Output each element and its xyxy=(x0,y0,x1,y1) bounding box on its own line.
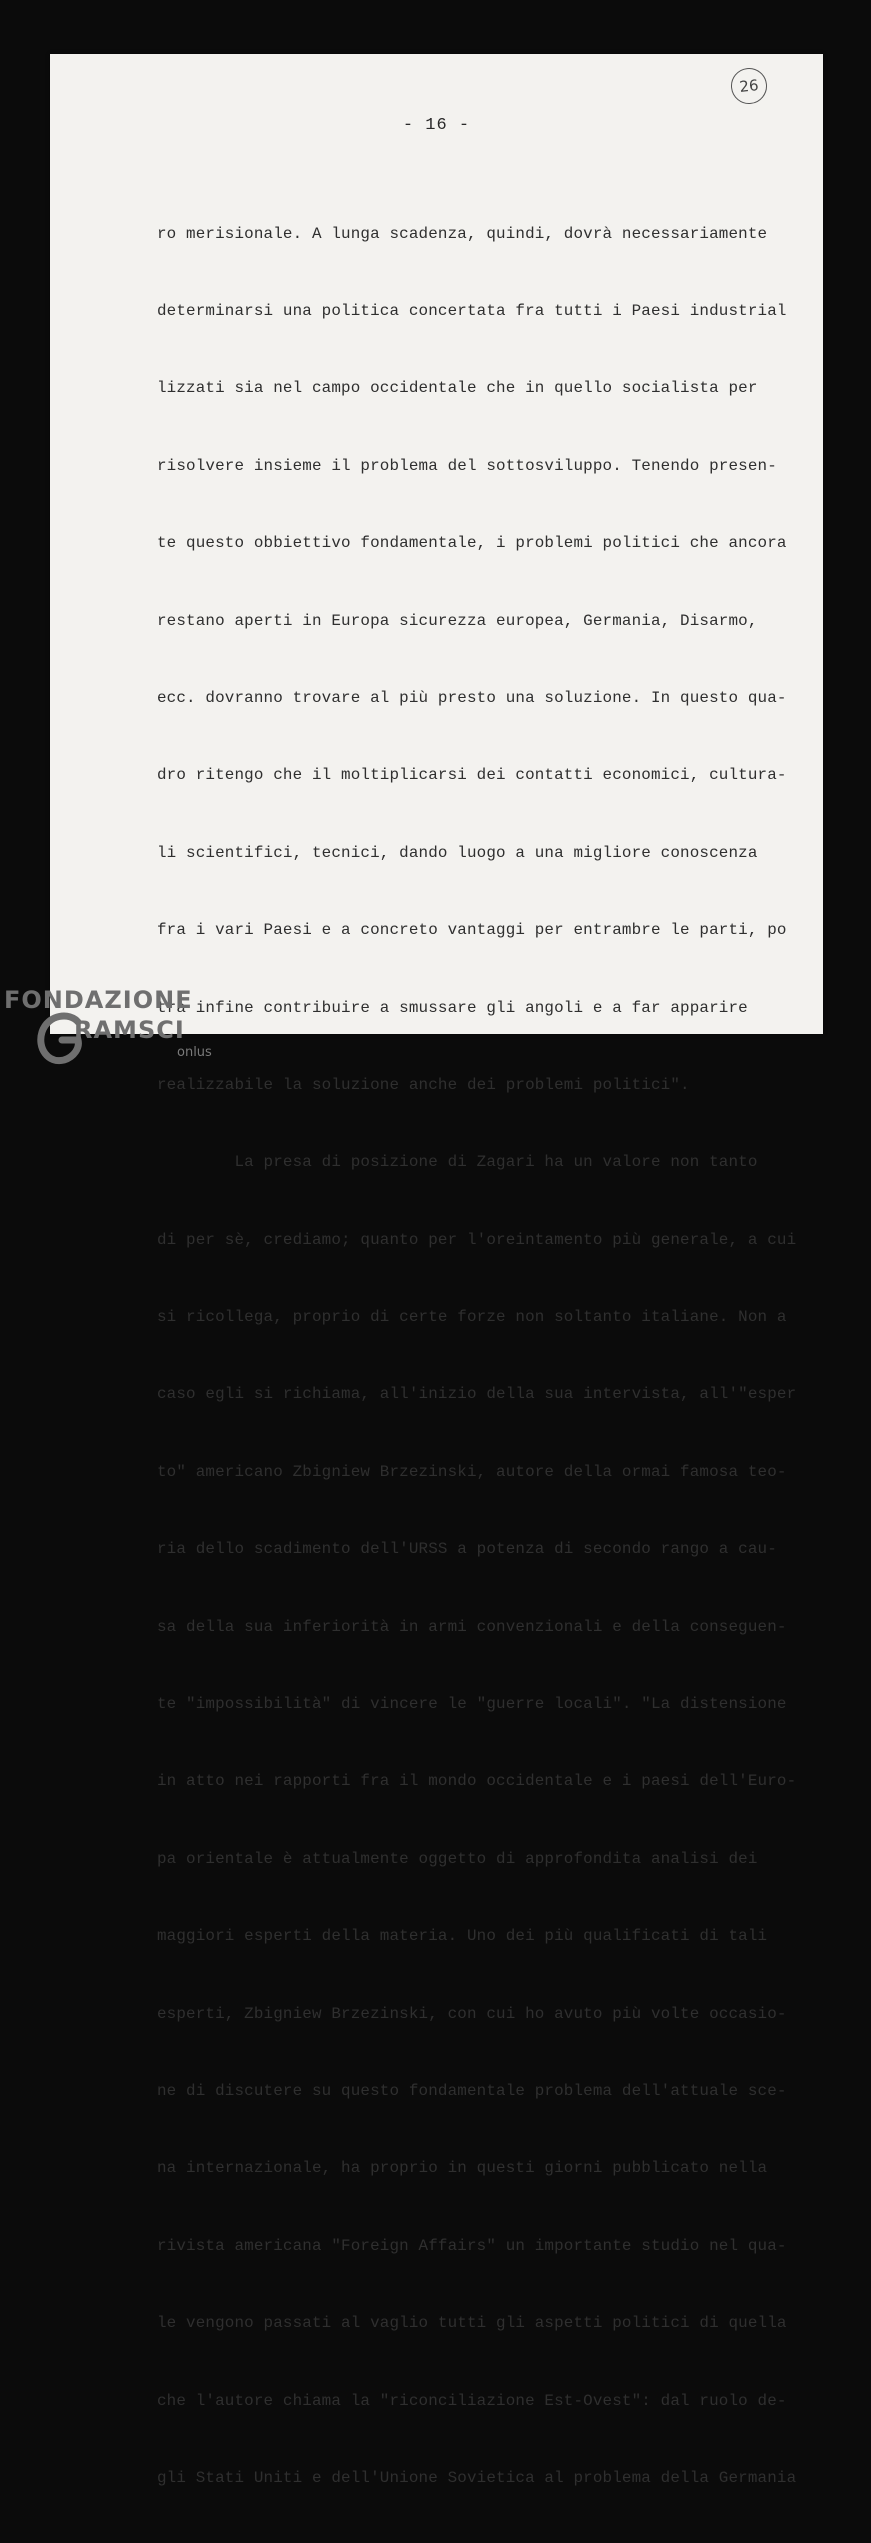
text-line: maggiori esperti della materia. Uno dei più qualificati di tali xyxy=(157,1927,768,1946)
text-line: determinarsi una politica concertata fra tutti i Paesi industrial xyxy=(157,301,787,320)
text-line: trà infine contribuire a smussare gli angoli e a far apparire xyxy=(157,998,748,1017)
text-line: te "impossibilità" di vincere le "guerre locali". "La distensione xyxy=(157,1695,787,1714)
text-line: si ricollega, proprio di certe forze non soltanto italiane. Non a xyxy=(157,1308,787,1327)
text-line: che l'autore chiama la "riconciliazione Est-Ovest": dal ruolo de- xyxy=(157,2391,787,2410)
text-line: gli Stati Uniti e dell'Unione Sovietica al problema della Germania xyxy=(157,2468,797,2487)
text-line: dro ritengo che il moltiplicarsi dei contatti economici, cultura- xyxy=(157,766,787,785)
page-number: - 16 - xyxy=(402,116,471,135)
logo-text-gramsci: RAMSCI xyxy=(74,1016,185,1044)
text-line: caso egli si richiama, all'inizio della sua intervista, all'"esper xyxy=(157,1385,797,1404)
fondazione-gramsci-logo xyxy=(4,986,224,1076)
body-text xyxy=(157,170,796,2543)
text-line: realizzabile la soluzione anche dei problemi politici". xyxy=(157,1075,690,1094)
text-line: ro merisionale. A lunga scadenza, quindi, dovrà necessariamente xyxy=(157,224,768,243)
text-line: esperti, Zbigniew Brzezinski, con cui ho avuto più volte occasio- xyxy=(157,2004,787,2023)
text-line: ria dello scadimento dell'URSS a potenza di secondo rango a cau- xyxy=(157,1540,777,1559)
text-line: in atto nei rapporti fra il mondo occidentale e i paesi dell'Euro- xyxy=(157,1772,797,1791)
text-line: ecc. dovranno trovare al più presto una soluzione. In questo qua- xyxy=(157,688,787,707)
text-line: pa orientale è attualmente oggetto di approfondita analisi dei xyxy=(157,1849,758,1868)
text-line: lizzati sia nel campo occidentale che in quello socialista per xyxy=(157,379,758,398)
text-line: le vengono passati al vaglio tutti gli aspetti politici di quella xyxy=(157,2314,787,2333)
text-line: di per sè, crediamo; quanto per l'oreintamento più generale, a cui xyxy=(157,1230,797,1249)
archive-stamp: 26 xyxy=(729,66,769,106)
logo-text-fondazione: FONDAZIONE xyxy=(4,986,193,1014)
text-line: te questo obbiettivo fondamentale, i problemi politici che ancora xyxy=(157,534,787,553)
text-line: sa della sua inferiorità in armi convenzionali e della conseguen- xyxy=(157,1617,787,1636)
text-line: fra i vari Paesi e a concreto vantaggi per entrambre le parti, po xyxy=(157,921,787,940)
text-line: rivista americana "Foreign Affairs" un importante studio nel qua- xyxy=(157,2236,787,2255)
text-line: risolvere insieme il problema del sottosviluppo. Tenendo presen- xyxy=(157,456,777,475)
text-line: restano aperti in Europa sicurezza europea, Germania, Disarmo, xyxy=(157,611,758,630)
text-line: to" americano Zbigniew Brzezinski, autore della ormai famosa teo- xyxy=(157,1462,787,1481)
text-line: na internazionale, ha proprio in questi giorni pubblicato nella xyxy=(157,2159,768,2178)
text-line: ne di discutere su questo fondamentale problema dell'attuale sce- xyxy=(157,2081,787,2100)
logo-text-onlus: onlus xyxy=(177,1045,212,1060)
text-line: li scientifici, tecnici, dando luogo a una migliore conoscenza xyxy=(157,843,758,862)
text-line: La presa di posizione di Zagari ha un valore non tanto xyxy=(157,1153,758,1172)
